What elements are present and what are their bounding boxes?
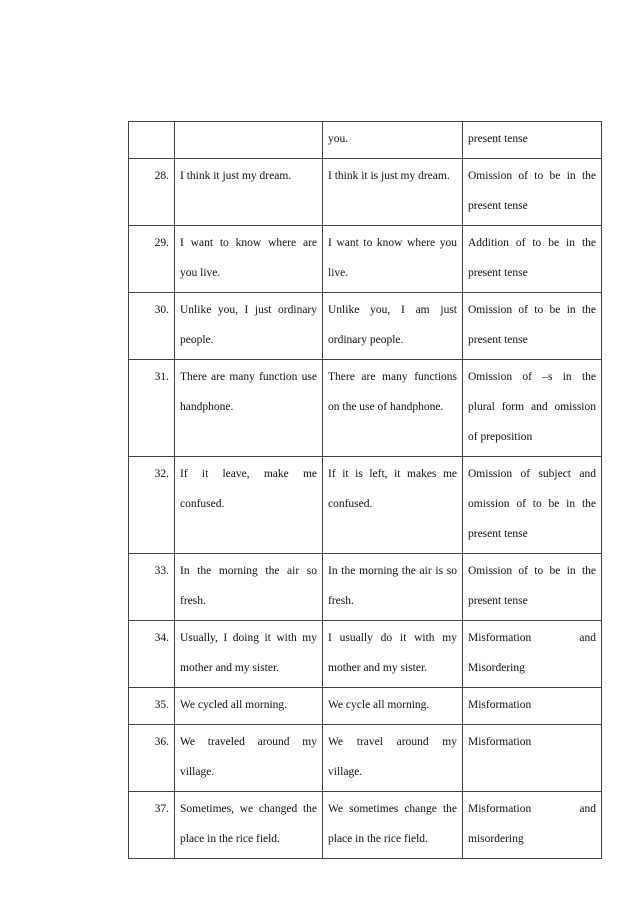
corrected-sentence: I want to know where you live. xyxy=(323,226,463,293)
error-sentence: There are many function use handphone. xyxy=(175,360,323,457)
error-sentence: Unlike you, I just ordinary people. xyxy=(175,293,323,360)
error-type: Omission of –s in the plural form and omission of preposition xyxy=(463,360,602,457)
error-sentence: I want to know where are you live. xyxy=(175,226,323,293)
table-row xyxy=(129,457,602,554)
row-number: 37. xyxy=(129,792,175,859)
error-type: Misformation xyxy=(463,688,602,725)
error-sentence: We traveled around my village. xyxy=(175,725,323,792)
error-sentence: If it leave, make me confused. xyxy=(175,457,323,554)
corrected-sentence: We travel around my village. xyxy=(323,725,463,792)
table-row xyxy=(129,122,602,159)
corrected-sentence: We sometimes change the place in the rice field. xyxy=(323,792,463,859)
error-type: Omission of to be in the present tense xyxy=(463,293,602,360)
error-type: Misformation and Misordering xyxy=(463,621,602,688)
row-number: 33. xyxy=(129,554,175,621)
corrected-sentence: There are many functions on the use of handphone. xyxy=(323,360,463,457)
error-type: Omission of subject and omission of to be in the present tense xyxy=(463,457,602,554)
error-sentence xyxy=(175,122,323,159)
row-number: 28. xyxy=(129,159,175,226)
row-number: 36. xyxy=(129,725,175,792)
row-number: 29. xyxy=(129,226,175,293)
corrected-sentence: Unlike you, I am just ordinary people. xyxy=(323,293,463,360)
table-row xyxy=(129,621,602,688)
error-analysis-table xyxy=(128,121,602,859)
corrected-sentence: We cycle all morning. xyxy=(323,688,463,725)
error-type: Addition of to be in the present tense xyxy=(463,226,602,293)
row-number xyxy=(129,122,175,159)
corrected-sentence: In the morning the air is so fresh. xyxy=(323,554,463,621)
error-type: present tense xyxy=(463,122,602,159)
error-type: Omission of to be in the present tense xyxy=(463,554,602,621)
error-sentence: I think it just my dream. xyxy=(175,159,323,226)
table-row xyxy=(129,792,602,859)
table-row xyxy=(129,293,602,360)
row-number: 35. xyxy=(129,688,175,725)
error-sentence: Usually, I doing it with my mother and my sister. xyxy=(175,621,323,688)
corrected-sentence: If it is left, it makes me confused. xyxy=(323,457,463,554)
row-number: 32. xyxy=(129,457,175,554)
table-row xyxy=(129,554,602,621)
row-number: 30. xyxy=(129,293,175,360)
error-sentence: Sometimes, we changed the place in the rice field. xyxy=(175,792,323,859)
row-number: 31. xyxy=(129,360,175,457)
corrected-sentence: you. xyxy=(323,122,463,159)
error-type: Misformation and misordering xyxy=(463,792,602,859)
error-sentence: In the morning the air so fresh. xyxy=(175,554,323,621)
table-row xyxy=(129,725,602,792)
row-number: 34. xyxy=(129,621,175,688)
corrected-sentence: I think it is just my dream. xyxy=(323,159,463,226)
table-row xyxy=(129,688,602,725)
table-row xyxy=(129,226,602,293)
table-row xyxy=(129,159,602,226)
table-row xyxy=(129,360,602,457)
corrected-sentence: I usually do it with my mother and my sister. xyxy=(323,621,463,688)
error-sentence: We cycled all morning. xyxy=(175,688,323,725)
error-type: Omission of to be in the present tense xyxy=(463,159,602,226)
table-body xyxy=(129,122,602,859)
error-type: Misformation xyxy=(463,725,602,792)
